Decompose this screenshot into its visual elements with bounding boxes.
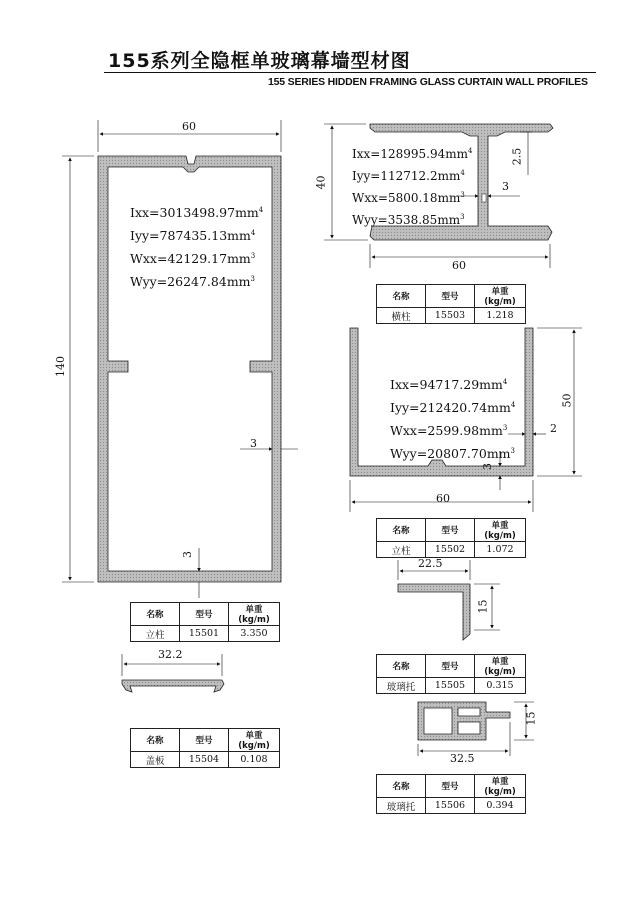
dim-15506-width: 32.5 [450,752,475,765]
spec-table-15505: 名称 型号 单重(kg/m) 玻璃托 15505 0.315 [376,654,526,694]
dim-15503-width: 60 [452,259,466,272]
dim-15501-bottom: 3 [181,551,194,558]
spec-table-15501: 名称 型号 单重(kg/m) 立柱 15501 3.350 [130,602,280,642]
page-title: 155系列全隐框单玻璃幕墙型材图 [108,50,411,72]
dim-15502-width: 60 [436,492,450,505]
dim-15504-width: 32.2 [158,648,183,661]
wxx-value: 5800.18 [387,191,438,205]
dim-15505-height: 15 [476,599,490,614]
spec-table-15504: 名称 型号 单重(kg/m) 盖板 15504 0.108 [130,728,280,768]
dim-15501-height: 140 [54,356,67,377]
ixx-value: 3013498.97 [159,205,236,221]
spec-table-15506: 名称 型号 单重(kg/m) 玻璃托 15506 0.394 [376,774,526,814]
ixx-value: 94717.29 [419,377,480,393]
dim-15502-side: 2 [550,422,557,435]
dim-15503-web: 3 [502,180,509,193]
iyy-value: 112712.2 [380,169,438,183]
props-15503: $Ixx=128995.94mm^4$ $Iyy=112712.2mm^4$ $Wxx=5800.18mm^3$ $Wyy=3538.85mm^3$ [352,147,473,227]
dim-15506-height: 15 [524,711,538,726]
dim-15505-width: 22.5 [418,557,443,570]
iyy-value: 787435.13 [159,228,228,244]
wyy-value: 26247.84 [167,274,227,290]
dim-15502-height: 50 [560,393,574,408]
iyy-value: 212420.74 [419,400,488,416]
profile-15501 [62,120,298,598]
wyy-value: 20807.70 [427,446,487,462]
page-subtitle: 155 SERIES HIDDEN FRAMING GLASS CURTAIN WALL PROFILES [268,76,588,88]
wxx-value: 42129.17 [167,251,228,267]
dim-15501-width: 60 [182,120,196,133]
wyy-value: 3538.85 [387,213,438,227]
dim-15503-height: 40 [314,175,328,190]
profile-15506 [418,702,534,756]
ixx-value: 128995.94 [380,147,446,161]
wxx-value: 2599.98 [427,423,480,439]
dim-15501-wall: 3 [250,437,257,450]
dim-15503-flange: 2.5 [510,147,524,166]
spec-table-15502: 名称 型号 单重(kg/m) 立柱 15502 1.072 [376,518,526,558]
dim-15502-bottom: 3 [481,463,494,470]
props-15502: $Ixx=94717.29mm^4$ $Iyy=212420.74mm^4$ $Wxx=2599.98mm^3$ $Wyy=20807.70mm^3$ [390,377,516,462]
spec-table-15503: 名称 型号 单重(kg/m) 横柱 15503 1.218 [376,284,526,324]
props-15501: $Ixx=3013498.97mm^4$ $Iyy=787435.13mm^4$ $Wxx=42129.17mm^3$ $Wyy=26247.84mm^3$ [130,205,264,290]
